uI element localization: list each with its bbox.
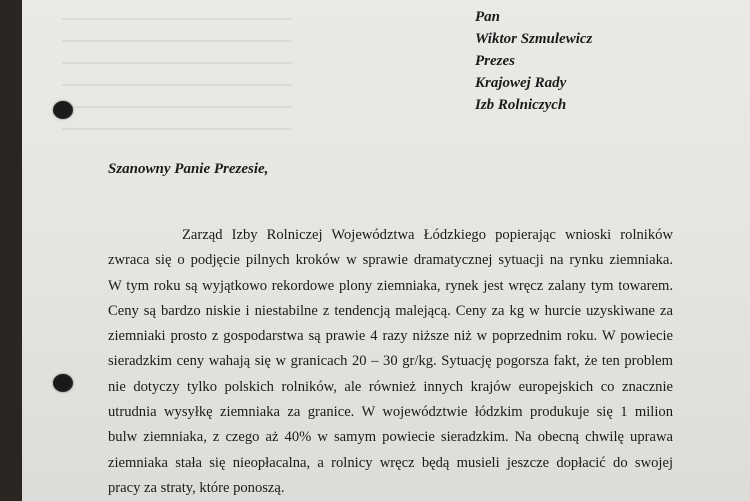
addressee-line: Pan	[475, 9, 501, 25]
body-line: ziemniaka stała się nieopłacalna, a rolnicy wręcz będą musieli jeszcze dopłacić do swojej	[108, 454, 673, 471]
show-through-text	[62, 18, 292, 148]
body-line: Zarząd Izby Rolniczej Województwa Łódzkiego popierając wnioski rolników	[182, 227, 673, 243]
body-line: pracy za straty, które ponoszą.	[108, 479, 285, 496]
body-line: W tym roku są wyjątkowo rekordowe plony ziemniaka, rynek jest wręcz zalany tym towarem.	[108, 277, 673, 294]
addressee-name: Wiktor Szmulewicz	[475, 31, 593, 47]
punch-hole-top	[53, 101, 73, 119]
letter-body	[108, 223, 673, 501]
body-line: bulw ziemniaka, z czego aż 40% w samym powiecie sieradzkim. Na obecną chwilę uprawa	[108, 429, 673, 446]
addressee-title: Prezes	[475, 53, 515, 69]
body-line: sieradzkim ceny wahają się w granicach 20 – 30 gr/kg. Sytuację pogorsza fakt, że ten problem	[108, 353, 673, 370]
addressee-line: Krajowej Rady	[475, 75, 567, 91]
body-line: Ceny są bardzo niskie i niestabilne z tendencją malejącą. Ceny za kg w hurcie uzyskiwane za	[108, 302, 673, 319]
addressee-block	[475, 6, 592, 116]
body-line: zwraca się o podjęcie pilnych kroków w sprawie dramatycznej sytuacji na rynku ziemniaka.	[108, 252, 673, 269]
addressee-line: Izb Rolniczych	[475, 97, 567, 113]
body-line: nie dotyczy tylko polskich rolników, ale również innych krajów europejskich co znacznie	[108, 378, 673, 395]
greeting: Szanowny Panie Prezesie,	[108, 161, 269, 177]
punch-hole-bottom	[53, 374, 73, 392]
body-line: utrudnia wysyłkę ziemniaka za granice. W województwie łódzkim produkuje się 1 milion	[108, 404, 673, 421]
letter-page	[22, 0, 750, 501]
body-line: ziemniaki prosto z gospodarstwa są prawie 4 razy niższe niż w poprzednim roku. W powiecie	[108, 328, 673, 345]
